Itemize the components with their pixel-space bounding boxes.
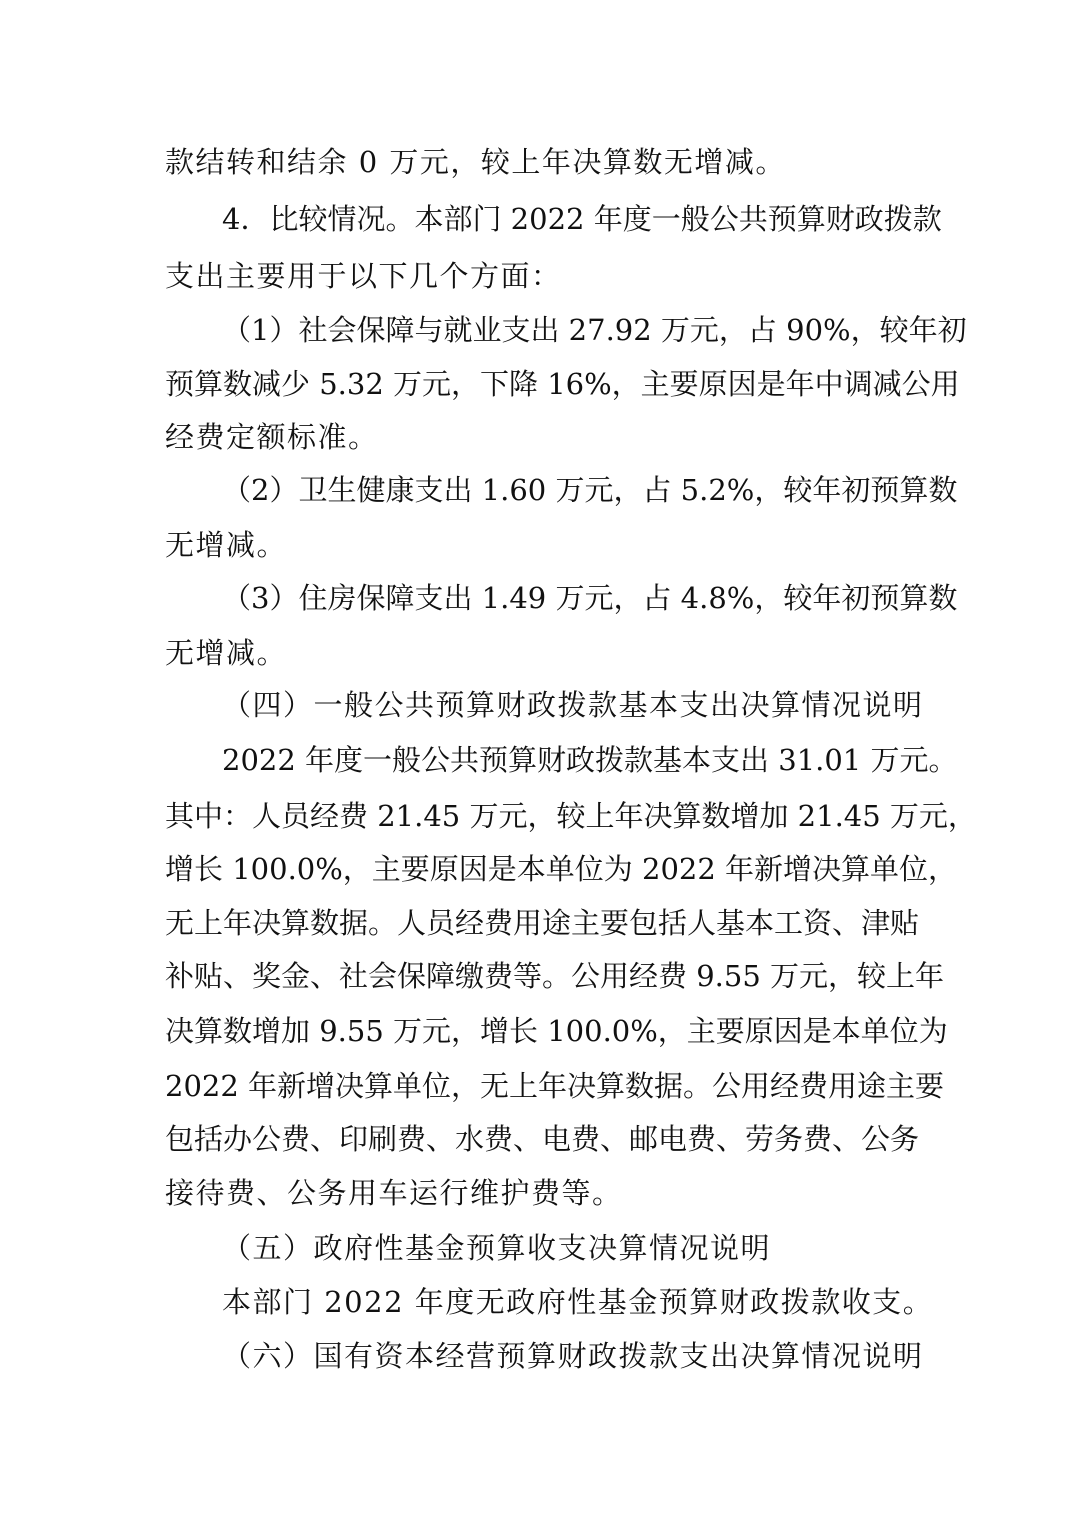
paragraph-line: 无上年决算数据。人员经费用途主要包括人基本工资、津贴 bbox=[165, 906, 920, 940]
section-heading: （四）一般公共预算财政拨款基本支出决算情况说明 bbox=[222, 688, 924, 722]
paragraph-line: 接待费、公务用车运行维护费等。 bbox=[165, 1176, 623, 1210]
paragraph-line: 2022 年新增决算单位，无上年决算数据。公用经费用途主要 bbox=[165, 1069, 945, 1103]
paragraph-line: （3）住房保障支出 1.49 万元，占 4.8%，较年初预算数 bbox=[222, 581, 958, 615]
paragraph-line: 2022 年度一般公共预算财政拨款基本支出 31.01 万元。 bbox=[222, 743, 958, 777]
paragraph-line: 增长 100.0%，主要原因是本单位为 2022 年新增决算单位， bbox=[165, 852, 958, 886]
paragraph-line: 支出主要用于以下几个方面： bbox=[165, 259, 562, 293]
section-heading: （六）国有资本经营预算财政拨款支出决算情况说明 bbox=[222, 1339, 924, 1373]
paragraph-line: 款结转和结余 0 万元，较上年决算数无增减。 bbox=[165, 145, 786, 179]
paragraph-line: （1）社会保障与就业支出 27.92 万元，占 90%，较年初 bbox=[222, 313, 967, 347]
paragraph-line: 决算数增加 9.55 万元，增长 100.0%，主要原因是本单位为 bbox=[165, 1014, 948, 1048]
paragraph-line: 4．比较情况。本部门 2022 年度一般公共预算财政拨款 bbox=[222, 202, 942, 236]
paragraph-line: （2）卫生健康支出 1.60 万元，占 5.2%，较年初预算数 bbox=[222, 473, 958, 507]
paragraph-line: 预算数减少 5.32 万元，下降 16%，主要原因是年中调减公用 bbox=[165, 367, 960, 401]
paragraph-line: 无增减。 bbox=[165, 636, 288, 670]
paragraph-line: 本部门 2022 年度无政府性基金预算财政拨款收支。 bbox=[222, 1285, 934, 1319]
section-heading: （五）政府性基金预算收支决算情况说明 bbox=[222, 1231, 772, 1265]
paragraph-line: 无增减。 bbox=[165, 528, 288, 562]
paragraph-line: 经费定额标准。 bbox=[165, 420, 379, 454]
paragraph-line: 其中：人员经费 21.45 万元，较上年决算数增加 21.45 万元， bbox=[165, 799, 977, 833]
paragraph-line: 补贴、奖金、社会保障缴费等。公用经费 9.55 万元，较上年 bbox=[165, 959, 945, 993]
paragraph-line: 包括办公费、印刷费、水费、电费、邮电费、劳务费、公务 bbox=[165, 1122, 920, 1156]
